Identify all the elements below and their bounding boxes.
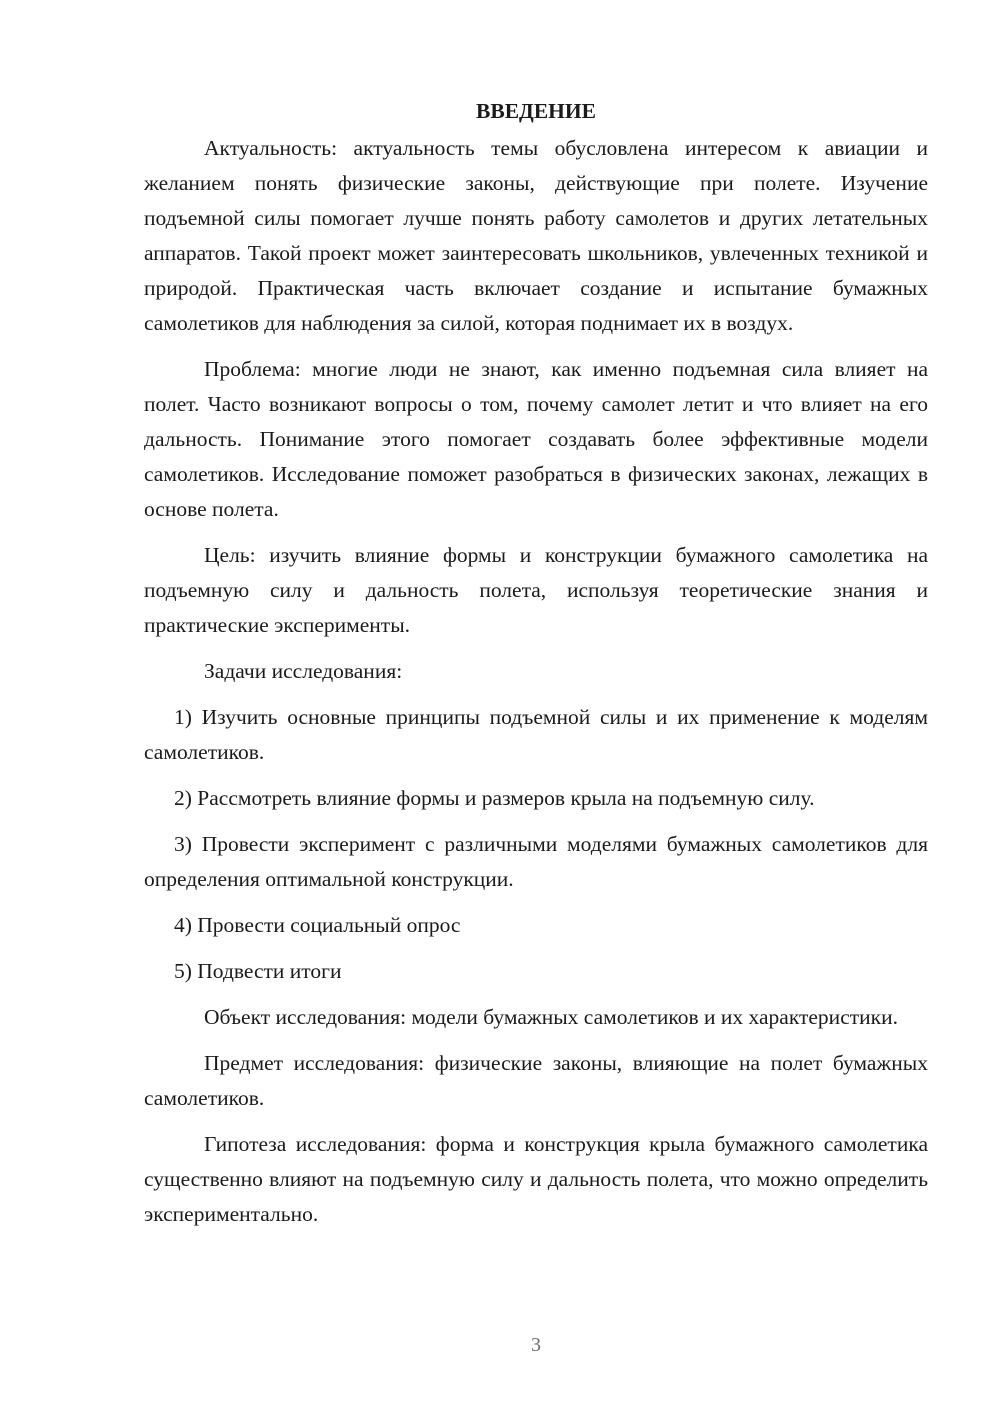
- paragraph-relevance: Актуальность: актуальность темы обусловлена интересом к авиации и желанием понять физические законы, действующие при полете. Изучение подъемной силы помогает лучше понять работу самолетов и других летательных аппаратов. Такой проект может заинтересовать школьников, увлеченных техникой и природой. Практическая часть включает создание и испытание бумажных самолетиков для наблюдения за силой, которая поднимает их в воздух.: [144, 136, 928, 335]
- paragraph-object: Объект исследования: модели бумажных самолетиков и их характеристики.: [204, 1005, 898, 1029]
- task-item-4: 4) Провести социальный опрос: [174, 913, 461, 937]
- paragraph-problem: Проблема: многие люди не знают, как именно подъемная сила влияет на полет. Часто возникают вопросы о том, почему самолет летит и что влияет на его дальность. Понимание этого помогает создавать более эффективные модели самолетиков. Исследование поможет разобраться в физических законах, лежащих в основе полета.: [144, 357, 928, 521]
- paragraph-subject: Предмет исследования: физические законы, влияющие на полет бумажных самолетиков.: [144, 1051, 928, 1110]
- paragraph-goal: Цель: изучить влияние формы и конструкции бумажного самолетика на подъемную силу и дальность полета, используя теоретические знания и практические эксперименты.: [144, 543, 928, 637]
- task-item-5: 5) Подвести итоги: [174, 959, 342, 983]
- page-title: ВВЕДЕНИЕ: [476, 99, 596, 123]
- task-item-2: 2) Рассмотреть влияние формы и размеров крыла на подъемную силу.: [174, 786, 815, 810]
- task-item-3: 3) Провести эксперимент с различными моделями бумажных самолетиков для определения оптимальной конструкции.: [144, 832, 928, 891]
- tasks-heading: Задачи исследования:: [204, 659, 403, 683]
- page-number: 3: [531, 1334, 541, 1356]
- task-item-1: 1) Изучить основные принципы подъемной силы и их применение к моделям самолетиков.: [144, 705, 928, 764]
- document-body: [144, 94, 928, 1232]
- paragraph-hypothesis: Гипотеза исследования: форма и конструкция крыла бумажного самолетика существенно влияют на подъемную силу и дальность полета, что можно определить экспериментально.: [144, 1132, 928, 1226]
